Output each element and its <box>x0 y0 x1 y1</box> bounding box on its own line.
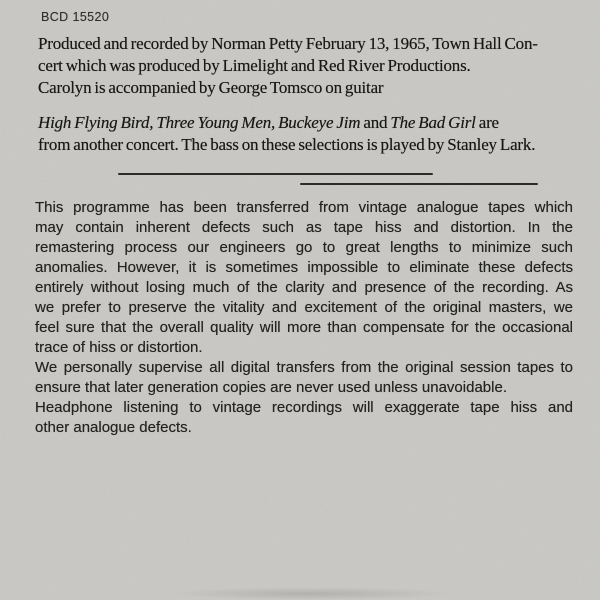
credits-line-1: Produced and recorded by Norman Petty February 13, 1965, Town Hall Con- <box>38 34 538 53</box>
notice-line: ensure that later generation copies are never used unless unavoidable. <box>35 379 507 396</box>
songs-note-line-2: from another concert. The bass on these selections is played by Stanley Lark. <box>38 135 536 154</box>
songs-note-line-1 <box>38 112 535 134</box>
divider-rule-bottom <box>300 183 538 185</box>
notice-line: may contain inherent defects such as tape hiss and distortion. In the <box>35 219 573 236</box>
credits-line-3: Carolyn is accompanied by George Tomsco on guitar <box>38 78 384 97</box>
notice-line: trace of hiss or distortion. <box>35 339 203 356</box>
recording-credits <box>38 33 538 99</box>
notice-line: Headphone listening to vintage recordings will exaggerate tape hiss and <box>35 399 573 416</box>
songs-note-conjunction: and <box>360 113 391 132</box>
notice-line: We personally supervise all digital transfers from the original session tapes to <box>35 359 573 376</box>
scan-shadow <box>170 584 450 600</box>
song-title-italic: The Bad Girl <box>390 113 476 132</box>
notice-line: feel sure that the overall quality will more than compensate for the occasional <box>35 319 573 336</box>
notice-line: anomalies. However, it is sometimes impossible to eliminate these defects <box>35 259 573 276</box>
credits-line-2: cert which was produced by Limelight and Red River Productions. <box>38 56 471 75</box>
divider-rule-top <box>118 173 433 175</box>
notice-line: remastering process our engineers go to great lengths to minimize such <box>35 239 573 256</box>
songs-note <box>38 112 535 156</box>
notice-line: entirely without losing much of the clarity and presence of the recording. As <box>35 279 573 296</box>
remastering-notice <box>35 198 573 438</box>
notice-line: other analogue defects. <box>35 419 192 436</box>
songs-note-tail: are <box>475 113 499 132</box>
song-titles-italic: High Flying Bird, Three Young Men, Buckeye Jim <box>38 113 361 132</box>
notice-line: we prefer to preserve the vitality and excitement of the original masters, we <box>35 299 573 316</box>
notice-line: This programme has been transferred from vintage analogue tapes which <box>35 199 573 216</box>
catalog-number: BCD 15520 <box>41 10 110 24</box>
